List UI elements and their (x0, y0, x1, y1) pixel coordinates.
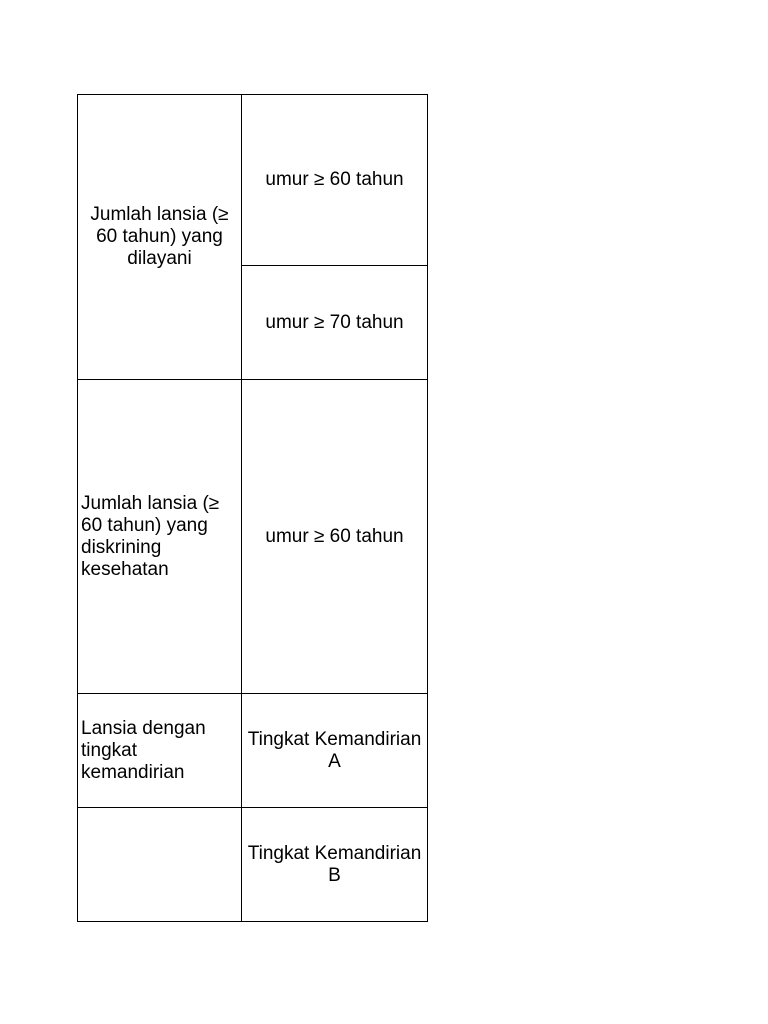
table-row (78, 808, 428, 922)
criteria-cell: umur ≥ 70 tahun (242, 266, 428, 380)
criteria-cell: Tingkat Kemandirian A (242, 694, 428, 808)
table-row (78, 95, 428, 266)
table-row (78, 694, 428, 808)
indicator-cell: Jumlah lansia (≥ 60 tahun) yang dilayani (78, 95, 242, 380)
table-row (78, 380, 428, 694)
indicator-table (77, 94, 428, 922)
criteria-cell: Tingkat Kemandirian B (242, 808, 428, 922)
indicator-cell: Lansia dengan tingkat kemandirian (78, 694, 242, 808)
indicator-cell (78, 808, 242, 922)
indicator-cell: Jumlah lansia (≥ 60 tahun) yang diskrining kesehatan (78, 380, 242, 694)
criteria-cell: umur ≥ 60 tahun (242, 95, 428, 266)
criteria-cell: umur ≥ 60 tahun (242, 380, 428, 694)
